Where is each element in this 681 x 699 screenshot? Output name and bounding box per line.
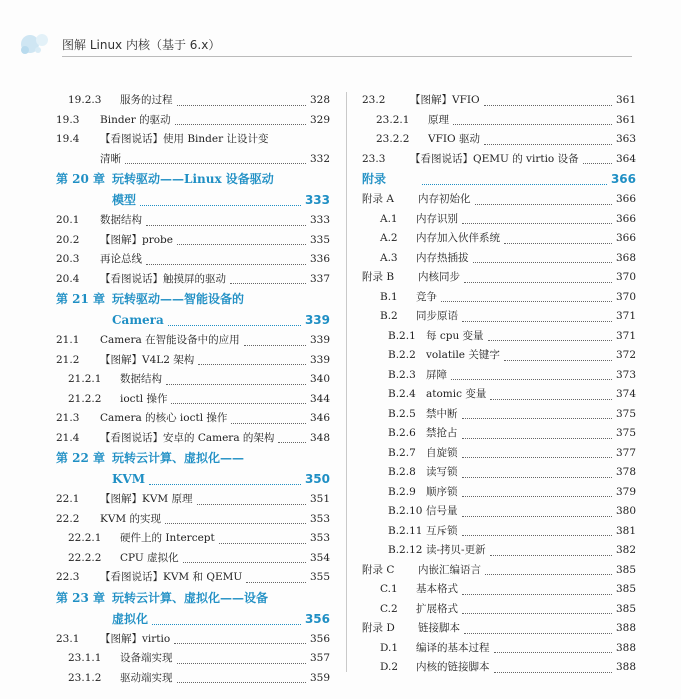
entry-number: 23.1.1 (68, 652, 102, 664)
entry-title: 清晰 (100, 152, 121, 165)
dot-leader (453, 124, 612, 125)
entry-page-number: 353 (309, 532, 330, 544)
dot-leader (462, 477, 612, 478)
toc-entry[interactable] (56, 568, 330, 588)
toc-entry[interactable] (362, 424, 636, 444)
entry-title: 玩转云计算、虚拟化—— (112, 451, 245, 465)
entry-page-number: 366 (610, 172, 636, 186)
entry-page-number: 388 (615, 622, 636, 634)
toc-entry[interactable] (362, 130, 636, 150)
toc-entry[interactable] (56, 529, 330, 549)
toc-entry[interactable] (56, 270, 330, 290)
entry-number: B.2.1 (388, 329, 416, 342)
dot-leader (197, 504, 306, 505)
entry-page-number: 377 (615, 446, 636, 459)
entry-title: 每 cpu 变量 (426, 329, 484, 342)
entry-title: 【看图说话】QEMU 的 virtio 设备 (410, 152, 579, 165)
column-divider (346, 92, 347, 672)
toc-entry[interactable] (56, 448, 330, 469)
entry-number: 附录 C (362, 563, 395, 576)
entry-number: 19.4 (56, 133, 80, 145)
entry-number: B.2.5 (388, 407, 416, 420)
entry-number: 20.4 (56, 272, 80, 285)
entry-title: ioctl 操作 (120, 392, 168, 405)
entry-title: 编译的基本过程 (416, 641, 490, 654)
entry-number: B.2.12 (388, 544, 423, 556)
entry-title: 设备端实现 (120, 652, 173, 664)
dot-leader (462, 418, 612, 419)
entry-number: 23.2 (362, 94, 386, 106)
toc-entry[interactable] (362, 502, 636, 522)
entry-number: 23.3 (362, 152, 386, 165)
dot-leader (244, 345, 306, 346)
dot-leader (464, 633, 612, 634)
entry-page-number: 336 (309, 253, 330, 265)
entry-page-number: 372 (615, 349, 636, 361)
entry-number: B.2.7 (388, 446, 416, 459)
entry-title: Camera 在智能设备中的应用 (100, 334, 240, 346)
toc-entry[interactable] (56, 111, 330, 131)
toc-entry[interactable] (56, 231, 330, 251)
entry-page-number: 335 (309, 233, 330, 246)
entry-number: 23.1 (56, 632, 80, 645)
dot-leader (462, 535, 612, 536)
toc-entry[interactable] (56, 190, 330, 211)
dot-leader (462, 613, 612, 614)
entry-page-number: 351 (309, 493, 330, 505)
entry-page-number: 371 (615, 329, 636, 342)
entry-number: 附录 B (362, 271, 395, 283)
dot-leader (183, 562, 306, 563)
toc-entry[interactable] (362, 150, 636, 170)
dot-leader (168, 325, 301, 326)
entry-page-number: 375 (615, 427, 636, 439)
toc-entry[interactable] (362, 366, 636, 386)
toc-entry[interactable] (56, 510, 330, 530)
dot-leader (485, 574, 612, 575)
entry-page-number: 340 (309, 373, 330, 385)
toc-entry[interactable] (56, 669, 330, 689)
entry-title: 【图解】VFIO (410, 94, 480, 106)
toc-entry[interactable] (56, 169, 330, 190)
entry-title: 【图解】probe (100, 233, 173, 246)
toc-entry[interactable] (362, 619, 636, 639)
dot-leader (473, 262, 612, 263)
entry-title: 数据结构 (120, 373, 162, 385)
dot-leader (230, 283, 306, 284)
dot-leader (177, 682, 306, 683)
entry-title: 数据结构 (100, 214, 142, 226)
entry-page-number: 366 (615, 193, 636, 205)
dot-leader (451, 379, 612, 380)
entry-page-number: 337 (309, 272, 330, 285)
entry-title: 内存识别 (416, 212, 458, 225)
entry-page-number: 359 (309, 671, 330, 684)
dot-leader (152, 624, 301, 625)
dot-leader (462, 321, 612, 322)
toc-entry[interactable] (362, 580, 636, 600)
entry-title: 内嵌汇编语言 (418, 563, 481, 576)
entry-page-number: 388 (615, 641, 636, 654)
entry-page-number: 361 (615, 94, 636, 106)
entry-title: 顺序锁 (426, 485, 458, 498)
entry-page-number: 356 (309, 632, 330, 645)
entry-title: 【图解】virtio (100, 632, 171, 645)
toc-entry[interactable] (362, 541, 636, 561)
entry-page-number: 378 (615, 466, 636, 478)
entry-page-number: 375 (615, 407, 636, 420)
entry-number: 21.2.2 (68, 392, 102, 405)
toc-entry[interactable] (56, 91, 330, 111)
dot-leader (462, 496, 612, 497)
entry-page-number: 385 (615, 583, 636, 595)
entry-page-number: 382 (615, 544, 636, 556)
entry-title: KVM 的实现 (100, 512, 162, 525)
entry-title: 【看图说话】KVM 和 QEMU (100, 571, 243, 583)
entry-page-number: 339 (309, 353, 330, 366)
entry-title: 【图解】KVM 原理 (100, 493, 193, 505)
entry-page-number: 373 (615, 368, 636, 381)
entry-title: 驱动端实现 (120, 671, 173, 684)
toc-entry[interactable] (56, 331, 330, 351)
entry-title: 内核的链接脚本 (416, 661, 490, 673)
toc-entry[interactable] (56, 150, 330, 170)
entry-page-number: 355 (309, 571, 330, 583)
entry-title: CPU 虚拟化 (120, 551, 179, 564)
entry-title: 屏障 (426, 368, 447, 381)
entry-number: 22.2 (56, 512, 80, 525)
dot-leader (504, 243, 612, 244)
toc-entry[interactable] (362, 229, 636, 249)
entry-page-number: 368 (615, 251, 636, 264)
entry-title: 模型 (112, 193, 137, 207)
entry-title: 竞争 (416, 290, 437, 303)
decorative-bubble-logo (18, 30, 62, 58)
entry-number: A.1 (380, 212, 398, 225)
toc-entry[interactable] (56, 469, 330, 490)
entry-number: 21.2.1 (68, 373, 102, 385)
entry-number: C.2 (380, 602, 398, 615)
entry-number: 附录 (362, 172, 387, 186)
dot-leader (175, 124, 306, 125)
toc-entry[interactable] (56, 351, 330, 371)
entry-page-number: 353 (309, 512, 330, 525)
entry-page-number: 348 (309, 431, 330, 444)
dot-leader (462, 223, 612, 224)
toc-entry[interactable] (56, 549, 330, 569)
entry-title: 【看图说话】触摸屏的驱动 (100, 272, 226, 285)
entry-number: 第 21 章 (56, 292, 106, 306)
entry-title: 同步原语 (416, 310, 458, 322)
toc-entry[interactable] (56, 211, 330, 231)
entry-title: 【图解】V4L2 架构 (100, 353, 195, 366)
entry-page-number: 357 (309, 652, 330, 664)
entry-page-number: 366 (615, 212, 636, 225)
entry-title: 互斥锁 (426, 524, 458, 537)
entry-page-number: 385 (615, 602, 636, 615)
dot-leader (166, 384, 306, 385)
toc-entry[interactable] (56, 370, 330, 390)
dot-leader (494, 652, 612, 653)
entry-page-number: 328 (309, 94, 330, 106)
toc-right-column (362, 91, 636, 678)
dot-leader (462, 594, 612, 595)
dot-leader (464, 282, 612, 283)
entry-number: D.2 (380, 661, 399, 673)
entry-page-number: 332 (309, 152, 330, 165)
entry-number: 22.2.1 (68, 532, 102, 544)
entry-title: 自旋锁 (426, 446, 458, 459)
toc-entry[interactable] (362, 210, 636, 230)
entry-page-number: 380 (615, 505, 636, 517)
entry-page-number: 379 (615, 485, 636, 498)
dot-leader (462, 516, 612, 517)
dot-leader (149, 484, 301, 485)
toc-entry[interactable] (56, 588, 330, 609)
entry-title: 链接脚本 (418, 622, 460, 634)
toc-entry[interactable] (362, 639, 636, 659)
entry-title: 内存加入伙伴系统 (416, 232, 500, 244)
entry-page-number: 329 (309, 113, 330, 126)
entry-page-number: 333 (309, 214, 330, 226)
entry-title: 玩转云计算、虚拟化——设备 (112, 590, 269, 605)
entry-title: 基本格式 (416, 583, 458, 595)
dot-leader (198, 364, 306, 365)
entry-page-number: 385 (615, 563, 636, 576)
dot-leader (231, 423, 306, 424)
entry-page-number: 354 (309, 551, 330, 564)
dot-leader (146, 264, 306, 265)
entry-page-number: 374 (615, 388, 636, 400)
entry-number: A.3 (380, 251, 398, 264)
entry-page-number: 344 (309, 392, 330, 405)
entry-number: B.2.2 (388, 349, 416, 361)
entry-title: volatile 关键字 (426, 349, 500, 361)
entry-number: B.1 (380, 290, 398, 303)
dot-leader (177, 105, 306, 106)
header-rule (62, 56, 632, 57)
toc-entry[interactable] (56, 609, 330, 630)
toc-entry[interactable] (56, 429, 330, 449)
dot-leader (165, 523, 306, 524)
entry-number: 21.4 (56, 431, 80, 444)
entry-page-number: 350 (304, 472, 330, 486)
entry-number: 22.2.2 (68, 551, 102, 564)
toc-entry[interactable] (362, 444, 636, 464)
toc-entry[interactable] (56, 310, 330, 331)
entry-title: 原理 (428, 113, 449, 126)
dot-leader (504, 360, 612, 361)
toc-entry[interactable] (56, 649, 330, 669)
entry-title: 虚拟化 (112, 611, 149, 626)
toc-entry[interactable] (362, 561, 636, 581)
entry-number: 第 22 章 (56, 451, 106, 465)
entry-page-number: 346 (309, 412, 330, 424)
entry-page-number: 371 (615, 310, 636, 322)
toc-entry[interactable] (362, 385, 636, 405)
toc-entry[interactable] (362, 111, 636, 131)
dot-leader (494, 672, 612, 673)
entry-number: 22.3 (56, 571, 80, 583)
dot-leader (490, 399, 612, 400)
entry-page-number: 361 (615, 113, 636, 126)
entry-number: 19.3 (56, 113, 80, 126)
toc-entry[interactable] (56, 130, 330, 150)
dot-leader (583, 163, 612, 164)
entry-title: 禁抢占 (426, 427, 458, 439)
toc-entry[interactable] (362, 600, 636, 620)
entry-page-number: 364 (615, 152, 636, 165)
dot-leader (488, 340, 612, 341)
entry-page-number: 339 (309, 334, 330, 346)
entry-number: 23.2.2 (376, 133, 410, 145)
toc-entry[interactable] (362, 658, 636, 678)
entry-number: 22.1 (56, 493, 80, 505)
entry-page-number: 333 (304, 193, 330, 207)
entry-number: 第 23 章 (56, 590, 106, 605)
entry-number: 20.1 (56, 214, 80, 226)
entry-page-number: 366 (615, 232, 636, 244)
toc-entry[interactable] (56, 630, 330, 650)
entry-title: 服务的过程 (120, 94, 173, 106)
toc-entry[interactable] (56, 490, 330, 510)
toc-entry[interactable] (362, 483, 636, 503)
entry-page-number: 370 (615, 271, 636, 283)
dot-leader (174, 643, 306, 644)
entry-title: 读写锁 (426, 466, 458, 478)
entry-title: 【看图说话】使用 Binder 让设计变 (100, 133, 269, 145)
dot-leader (246, 582, 306, 583)
dot-leader (177, 244, 306, 245)
dot-leader (475, 204, 612, 205)
entry-number: 第 20 章 (56, 172, 106, 186)
entry-title: VFIO 驱动 (428, 133, 480, 145)
toc-entry[interactable] (362, 268, 636, 288)
entry-number: 23.2.1 (376, 113, 410, 126)
entry-title: 玩转驱动——Linux 设备驱动 (112, 172, 274, 186)
entry-title: 内存初始化 (418, 193, 471, 205)
entry-number: 附录 D (362, 622, 395, 634)
entry-number: B.2.6 (388, 427, 416, 439)
entry-title: 玩转驱动——智能设备的 (112, 292, 245, 306)
entry-page-number: 363 (615, 133, 636, 145)
dot-leader (177, 663, 306, 664)
dot-leader (484, 144, 612, 145)
dot-leader (219, 543, 306, 544)
entry-page-number: 356 (304, 611, 330, 626)
entry-page-number: 370 (615, 290, 636, 303)
entry-number: B.2.8 (388, 466, 416, 478)
entry-title: 内核同步 (418, 271, 460, 283)
entry-number: 20.3 (56, 253, 80, 265)
entry-number: B.2.4 (388, 388, 416, 400)
entry-title: Camera 的核心 ioctl 操作 (100, 412, 228, 424)
entry-number: B.2 (380, 310, 398, 322)
toc-entry[interactable] (56, 250, 330, 270)
entry-title: 【看图说话】安卓的 Camera 的架构 (100, 431, 275, 444)
entry-title: KVM (112, 472, 146, 486)
dot-leader (484, 105, 612, 106)
dot-leader (490, 555, 612, 556)
entry-number: B.2.11 (388, 524, 423, 537)
toc-entry[interactable] (362, 327, 636, 347)
entry-title: 硬件上的 Intercept (120, 532, 215, 544)
entry-number: 23.1.2 (68, 671, 102, 684)
dot-leader (278, 442, 306, 443)
entry-number: 21.3 (56, 412, 80, 424)
entry-page-number: 339 (304, 313, 330, 327)
toc-entry[interactable] (56, 390, 330, 410)
entry-page-number: 381 (615, 524, 636, 537)
dot-leader (171, 403, 305, 404)
dot-leader (140, 205, 301, 206)
toc-entry[interactable] (362, 307, 636, 327)
entry-number: 附录 A (362, 193, 394, 205)
entry-number: A.2 (380, 232, 398, 244)
entry-title: 再论总线 (100, 253, 142, 265)
entry-title: 信号量 (426, 505, 458, 517)
toc-entry[interactable] (362, 522, 636, 542)
toc-entry[interactable] (362, 346, 636, 366)
entry-title: atomic 变量 (426, 388, 487, 400)
toc-entry[interactable] (362, 463, 636, 483)
entry-title: 读-拷贝-更新 (426, 544, 486, 556)
dot-leader (462, 438, 612, 439)
entry-number: 21.1 (56, 334, 80, 346)
entry-page-number: 388 (615, 661, 636, 673)
dot-leader (422, 184, 607, 185)
toc-entry[interactable] (362, 190, 636, 210)
toc-entry[interactable] (56, 289, 330, 310)
entry-title: 禁中断 (426, 407, 458, 420)
entry-number: B.2.10 (388, 505, 423, 517)
running-header-title: 图解 Linux 内核（基于 6.x） (62, 38, 221, 52)
entry-title: 扩展格式 (416, 602, 458, 615)
entry-title: Binder 的驱动 (100, 113, 171, 126)
toc-entry[interactable] (362, 169, 636, 190)
entry-number: 20.2 (56, 233, 80, 246)
toc-entry[interactable] (362, 288, 636, 308)
entry-title: Camera (112, 313, 164, 327)
toc-entry[interactable] (56, 409, 330, 429)
entry-title: 内存热插拔 (416, 251, 469, 264)
entry-number: B.2.9 (388, 485, 416, 498)
toc-entry[interactable] (362, 91, 636, 111)
dot-leader (146, 225, 306, 226)
entry-number: C.1 (380, 583, 398, 595)
toc-left-column (56, 91, 330, 688)
entry-number: 19.2.3 (68, 94, 102, 106)
dot-leader (462, 457, 612, 458)
dot-leader (125, 163, 306, 164)
toc-entry[interactable] (362, 405, 636, 425)
entry-number: 21.2 (56, 353, 80, 366)
dot-leader (441, 301, 612, 302)
entry-number: B.2.3 (388, 368, 416, 381)
entry-number: D.1 (380, 641, 399, 654)
toc-entry[interactable] (362, 249, 636, 269)
